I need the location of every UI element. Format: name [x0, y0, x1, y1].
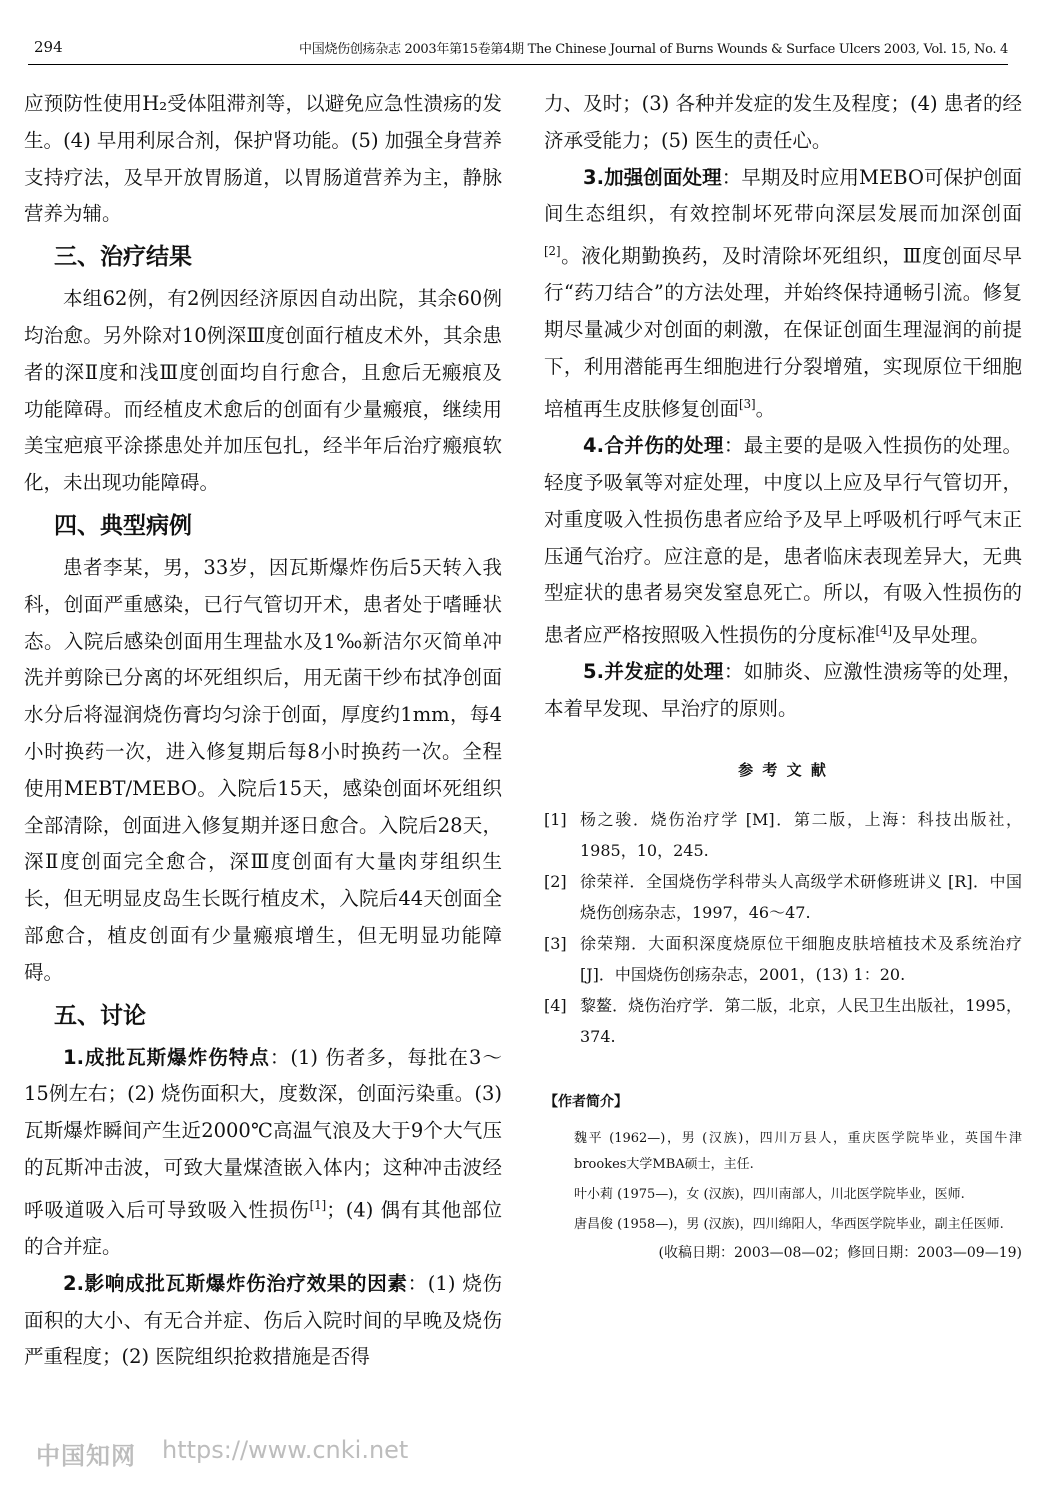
author-intro-list	[544, 1126, 1022, 1238]
received-dates: (收稿日期：2003—08—02；修回日期：2003—09—19)	[658, 1245, 1022, 1262]
section-heading-results: 三、治疗结果	[54, 244, 192, 271]
reference-item: [2] 徐荣祥．全国烧伤学科带头人高级学术研修班讲义 [R]．中国烧伤创疡杂志，1997，46～47.	[544, 872, 1022, 923]
paragraph-lead: 2.影响成批瓦斯爆炸伤治疗效果的因素	[63, 1271, 408, 1295]
references-title: 参 考 文 献	[738, 761, 828, 780]
citation: [1]	[309, 1197, 327, 1212]
cnki-watermark	[36, 1436, 408, 1471]
reference-item: [4] 黎鳌．烧伤治疗学．第二版，北京，人民卫生出版社，1995，374.	[544, 996, 1022, 1047]
paragraph-lead: 5.并发症的处理	[583, 660, 724, 684]
citation: [4]	[875, 623, 893, 638]
paragraph: 2.影响成批瓦斯爆炸伤治疗效果的因素：(1) 烧伤面积的大小、有无合并症、伤后入院时间的早晚及烧伤严重程度；(2) 医院组织抢救措施是否得	[24, 1271, 502, 1369]
citation: [3]	[739, 396, 756, 411]
left-column	[24, 86, 502, 1376]
paragraph-lead: 3.加强创面处理	[583, 165, 722, 189]
author-bio: 魏平 (1962—)，男 (汉族)，四川万县人，重庆医学院毕业，英国牛津brookes大学MBA硕士，主任.	[574, 1131, 1022, 1173]
page-header	[28, 30, 1008, 65]
paragraph: 4.合并伤的处理：最主要的是吸入性损伤的处理。轻度予吸氧等对症处理，中度以上应及早行气管切开，对重度吸入性损伤患者应给予及早上呼吸机行呼气末正压通气治疗。应注意的是，患者临床表现差异大，无典型症状的患者易突发窒息死亡。所以，有吸入性损伤的患者应严格按照吸入性损伤的分度标准[4]及早处理。	[544, 434, 1022, 647]
paragraph: 患者李某，男，33岁，因瓦斯爆炸伤后5天转入我科，创面严重感染，已行气管切开术，患者处于嗜睡状态。入院后感染创面用生理盐水及1‰新洁尔灭简单冲洗并剪除已分离的坏死组织后，用无菌干纱布拭净创面水分后将湿润烧伤膏均匀涂于创面，厚度约1mm，每4小时换药一次，进入修复期后每8小时换药一次。全程使用MEBT/MEBO。入院后15天，感染创面坏死组织全部清除，创面进入修复期并逐日愈合。入院后28天，深Ⅱ度创面完全愈合，深Ⅲ度创面有大量肉芽组织生长，但无明显皮岛生长既行植皮术，入院后44天创面全部愈合，植皮创面有少量瘢痕增生，但无明显功能障碍。	[24, 555, 502, 984]
paragraph: 本组62例，有2例因经济原因自动出院，其余60例均治愈。另外除对10例深Ⅲ度创面行植皮术外，其余患者的深Ⅱ度和浅Ⅲ度创面均自行愈合，且愈后无瘢痕及功能障碍。而经植皮术愈后的创面有少量瘢痕，继续用美宝疤痕平涂搽患处并加压包扎，经半年后治疗瘢痕软化，未出现功能障碍。	[24, 287, 502, 495]
page-number: 294	[34, 38, 63, 56]
cnki-url[interactable]: https://www.cnki.net	[162, 1436, 409, 1464]
author-bio: 叶小莉 (1975—)，女 (汉族)，四川南部人，川北医学院毕业，医师.	[574, 1187, 965, 1203]
reference-item: [1] 杨之骏．烧伤治疗学 [M]．第二版，上海：科技出版社，1985，10，245.	[544, 810, 1022, 861]
author-bio: 唐昌俊 (1958—)，男 (汉族)，四川绵阳人，华西医学院毕业，副主任医师.	[574, 1217, 1004, 1233]
paragraph: 1.成批瓦斯爆炸伤特点：(1) 伤者多，每批在3～15例左右；(2) 烧伤面积大，度数深，创面污染重。(3) 瓦斯爆炸瞬间产生近2000℃高温气浪及大于9个大气压的瓦斯冲击波，可致大量煤渣嵌入体内；这种冲击波经呼吸道吸入后可导致吸入性损伤[1]；(4) 偶有其他部位的合并症。	[24, 1045, 502, 1259]
paragraph-lead: 4.合并伤的处理	[583, 434, 724, 458]
author-intro-title: 【作者简介】	[544, 1094, 628, 1111]
paragraph-lead: 1.成批瓦斯爆炸伤特点	[63, 1045, 270, 1069]
references-list	[544, 804, 1022, 1052]
paragraph: 5.并发症的处理：如肺炎、应激性溃疡等的处理，本着早发现、早治疗的原则。	[544, 660, 1022, 721]
section-heading-discussion: 五、讨论	[54, 1002, 146, 1029]
running-title: 中国烧伤创疡杂志 2003年第15卷第4期 The Chinese Journal of Burns Wounds & Surface Ulcers 2003, Vol. 15, No. 4	[299, 42, 1008, 57]
cnki-logo: 中国知网	[36, 1442, 136, 1470]
right-column	[544, 86, 1022, 1264]
reference-item: [3] 徐荣翔．大面积深度烧原位干细胞皮肤培植技术及系统治疗 [J]．中国烧伤创疡杂志，2001，(13) 1：20.	[544, 934, 1022, 985]
paragraph: 应预防性使用H₂受体阻滞剂等，以避免应急性溃疡的发生。(4) 早用利尿合剂，保护肾功能。(5) 加强全身营养支持疗法，及早开放胃肠道，以胃肠道营养为主，静脉营养为辅。	[24, 92, 502, 226]
section-heading-case: 四、典型病例	[54, 512, 192, 539]
paragraph: 力、及时；(3) 各种并发症的发生及程度；(4) 患者的经济承受能力；(5) 医生的责任心。	[544, 92, 1022, 152]
citation: [2]	[544, 244, 561, 259]
paragraph: 3.加强创面处理：早期及时应用MEBO可保护创面间生态组织，有效控制坏死带向深层发展而加深创面[2]。液化期勤换药，及时清除坏死组织，Ⅲ度创面尽早行“药刀结合”的方法处理，并始终保持通畅引流。修复期尽量减少对创面的刺激，在保证创面生理湿润的前提下，利用潜能再生细胞进行分裂增殖，实现原位干细胞培植再生皮肤修复创面[3]。	[544, 165, 1022, 421]
